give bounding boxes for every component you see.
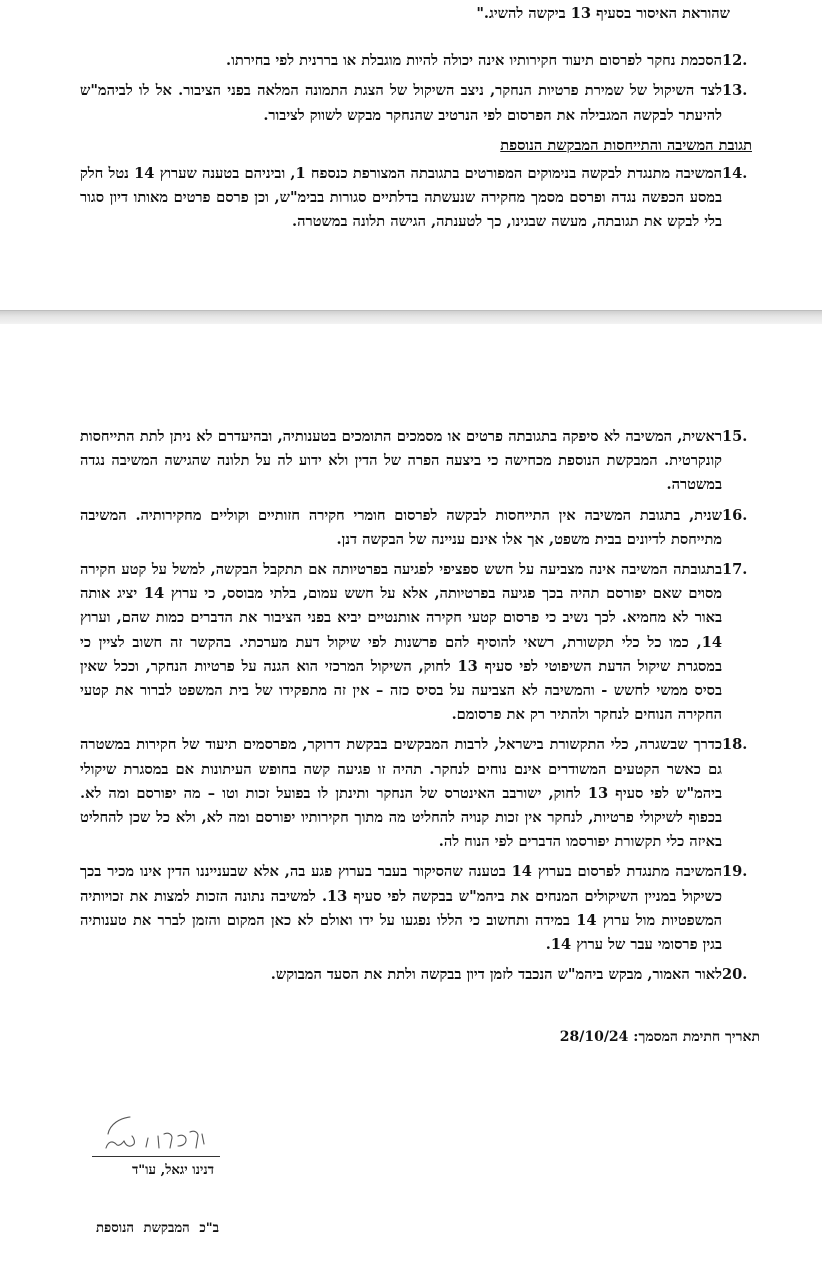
paragraph-number: 14. — [722, 165, 748, 183]
paragraph-text: לצד השיקול של שמירת פרטיות הנחקר, ניצב השיקול של הצגת התמונה המלאה בפני הציבור. אל לו לביהמ"ש להיעתר לבקשה המגבילה את הפרסום לפי הנרטיב שהנחקר מבקש לשווק לציבור. — [80, 82, 722, 124]
paragraph-text: בתגובתה המשיבה אינה מצביעה על חשש ספציפי לפגיעה בפרטיותה אם תתקבל הבקשה, למשל על קטע חקירה מסוים שאם יפורסם תהיה בכך פגיעה בפרטיותה, אלא על חשש עמום, בלתי מבוסס, כי ערוץ 14 יציג אותה באור לא מחמיא. לכך נשיב כי פרסום קטעי חקירה אותנטיים יביא בפני הציבור את הדברים כמות שהם, וערוץ 14, כמו כל כלי תקשורת, רשאי להוסיף להם פרשנות לפי שיקול דעת מערכתי. בהקשר זה חשוב לציין כי במסגרת שיקול הדעת השיפוטי לפי סעיף 13 לחוק, השיקול המרכזי הוא הגנה על פרטיות הנחקר, וככל שאין בסיס ממשי לחשש - והמשיבה לא הצביעה על בסיס כזה – אין זה מתפקידו של בית המשפט לברור את קטעי החקירה הנוחים לנחקר ולהתיר רק את פרסומם. — [80, 561, 722, 724]
paragraph-number: 18. — [722, 736, 748, 754]
paragraph-number: 13. — [722, 82, 748, 100]
items-after-heading-list — [80, 162, 752, 235]
numbered-paragraph — [80, 504, 752, 552]
paragraph-number: 17. — [722, 561, 748, 579]
document-page-top — [0, 0, 822, 310]
numbered-paragraph — [80, 733, 752, 854]
items-bottom-list — [80, 425, 752, 987]
paragraph-text: כדרך שבשגרה, כלי התקשורת בישראל, לרבות המבקשים בבקשת דרוקר, מפרסמים תיעוד של חקירות במשטרה גם כאשר הקטעים המשודרים אינם נוחים לנחקר. תהיה זו פגיעה קשה בחופש העיתונות אם במסגרת שיקולי ביהמ"ש לפי סעיף 13 לחוק, ישורבב האינטרס של הנחקר ותינתן לו בפועל זכות וטו – מה יפורסם ומה לא. בכפוף לשיקולי פרטיות, לנחקר אין זכות קנויה להחליט מה מתוך חקירותיו יפורסם ומה לא, ולא כל שכן להחליט באיזה כלי תקשורת יפורסמו הדברים לפי הנוח לה. — [80, 736, 722, 851]
page-top-text — [80, 2, 752, 241]
numbered-paragraph — [80, 162, 752, 235]
numbered-paragraph — [80, 79, 752, 127]
paragraph-number: 16. — [722, 506, 748, 524]
document-page-bottom — [0, 324, 822, 1280]
paragraph-number: 12. — [722, 52, 748, 70]
signature-block — [92, 1114, 232, 1204]
paragraph-text: הסכמת נחקר לפרסום תיעוד חקירותיו אינה יכולה להיות מוגבלת או בררנית לפי בחירתו. — [226, 52, 722, 70]
paragraph-number: 20. — [722, 966, 748, 984]
page-separator — [0, 310, 822, 325]
paragraph-text: ראשית, המשיבה לא סיפקה בתגובתה פרטים או מסמכים התומכים בטענותיה, ובהיעדרם לא ניתן לתת התייחסות קונקרטית. המבקשת הנוספת מכחישה כי ביצעה הפרה של הדין ולא ידוע לה על תלונה שהגישה המשיבה נגדה במשטרה. — [80, 428, 722, 494]
paragraph-text: המשיבה מתנגדת לפרסום בערוץ 14 בטענה שהסיקור בעבר בערוץ פגע בה, אלא שבענייננו הדין אינו מכיר בכך כשיקול במניין השיקולים המנחים את ביהמ"ש בבקשה לפי סעיף 13. למשיבה נתונה הזכות למצות את זכויותיה המשפטיות מול ערוץ 14 במידה ותחשוב כי הללו נפגעו על ידו ואולם לא כאן המקום והזמן לברר את טענותיה בגין פרסומי עבר של ערוץ 14. — [80, 863, 722, 954]
paragraph-text: המשיבה מתנגדת לבקשה בנימוקים המפורטים בתגובתה המצורפת כנספח 1, וביניהם בטענה שערוץ 14 נטל חלק במסע הכפשה נגדה ופרסם מסמך מחקירה שנעשתה בדלתיים סגורות בבימ"ש, וכן פרסם פרטים מאותו דיון סגור בלי לבקש את תגובתה, מעשה שבגינו, כך לטענתה, הגישה תלונה במשטרה. — [80, 165, 722, 231]
numbered-paragraph — [80, 49, 752, 73]
paragraph-text: לאור האמור, מבקש ביהמ"ש הנכבד לזמן דיון בבקשה ולתת את הסעד המבוקש. — [270, 966, 722, 984]
paragraph-number: 19. — [722, 863, 748, 881]
paragraph-number: 15. — [722, 428, 748, 445]
signature-name: דנינו יגאל, עו"ד — [131, 1163, 214, 1178]
paragraph-text: שנית, בתגובת המשיבה אין התייחסות לבקשה לפרסום חומרי חקירה חזותיים וקוליים מחקירותיה. המשיבה מתייחסת לדיונים בבית משפט, אך אלו אינם עניינה של הבקשה דנן. — [80, 506, 722, 548]
section-heading: תגובת המשיבה והתייחסות המבקשת הנוספת — [500, 136, 752, 154]
numbered-paragraph — [80, 860, 752, 957]
signing-date: תאריך חתימת המסמך: 28/10/24 — [559, 1029, 760, 1045]
numbered-paragraph — [80, 558, 752, 727]
page-bottom-text — [80, 425, 752, 993]
signature-line — [92, 1156, 220, 1157]
numbered-paragraph — [80, 963, 752, 987]
handwritten-signature — [102, 1114, 212, 1158]
numbered-paragraph — [80, 425, 752, 498]
signature-role: ב"כ המבקשת הנוספת — [96, 1221, 220, 1236]
quote-continuation: שהוראת האיסור בסעיף 13 ביקשה להשיג." — [476, 5, 730, 22]
items-top-list — [80, 49, 752, 128]
